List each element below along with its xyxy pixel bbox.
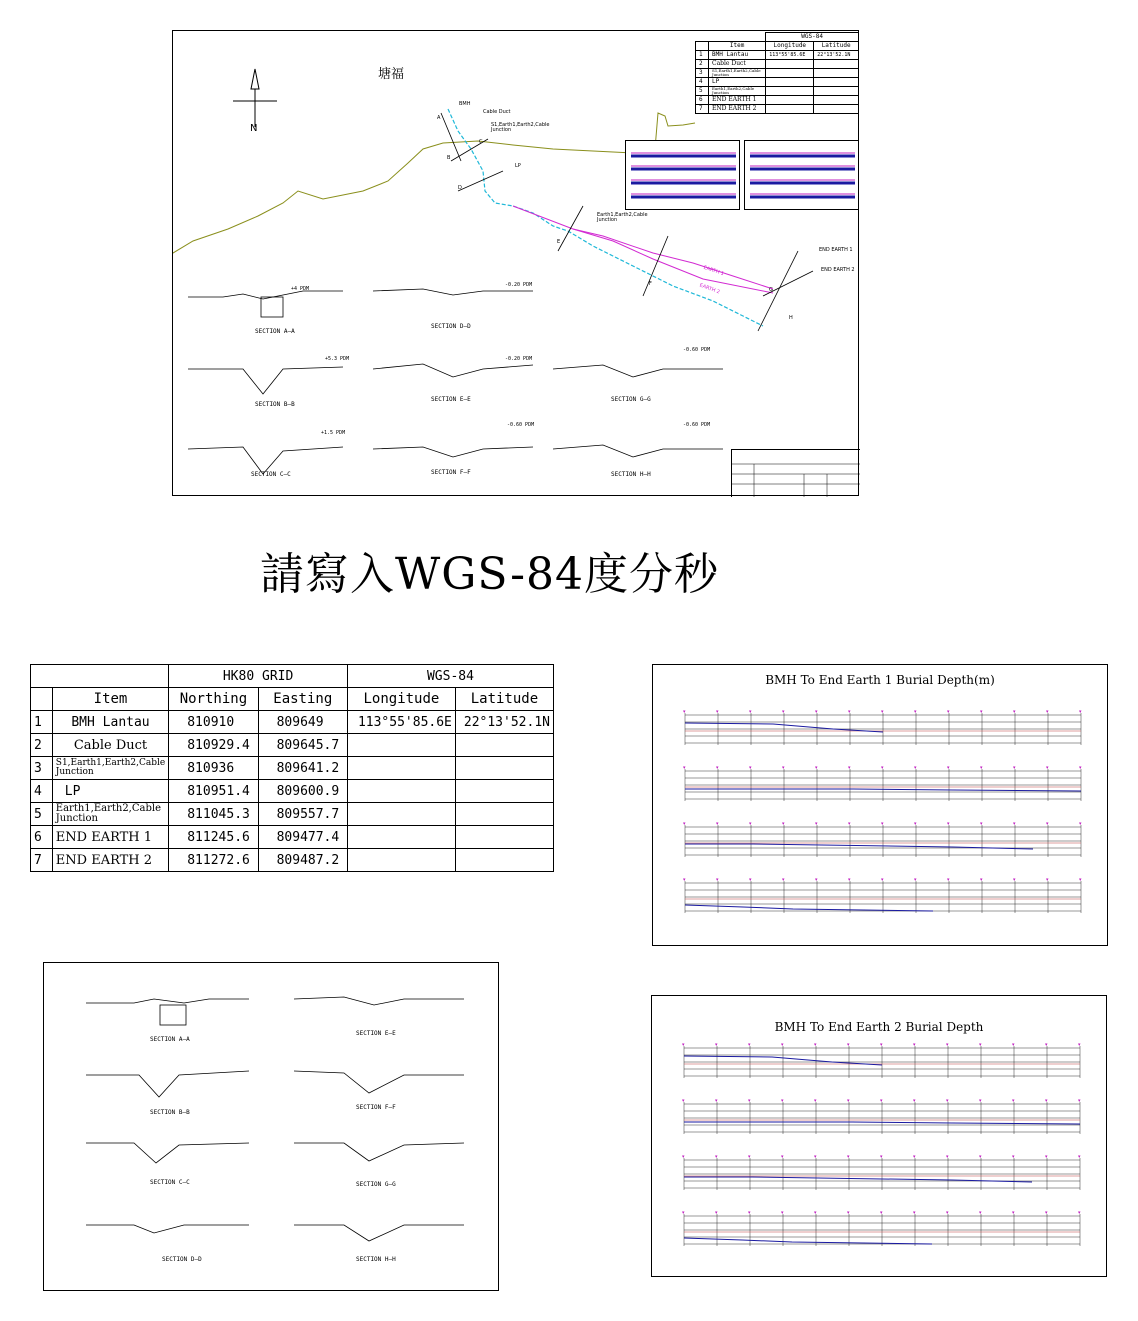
map-wgs-item: Cable Duct xyxy=(709,60,766,69)
svg-text:▾: ▾ xyxy=(782,709,785,715)
profile-strip xyxy=(683,765,1082,801)
table-cell-item: BMH Lantau xyxy=(52,711,168,734)
table-cell-northing: 810951.4 xyxy=(169,780,258,803)
svg-text:▾: ▾ xyxy=(815,821,818,827)
svg-text:▾: ▾ xyxy=(946,1042,949,1048)
svg-text:▾: ▾ xyxy=(716,821,719,827)
map-sections-graphic xyxy=(183,269,723,499)
svg-text:▾: ▾ xyxy=(1046,765,1049,771)
table-row xyxy=(31,711,554,734)
svg-text:▾: ▾ xyxy=(947,765,950,771)
table-cell-longitude: 113°55'85.6E xyxy=(347,711,455,734)
map-section-label: SECTION H—H xyxy=(611,471,651,478)
table-cell-latitude xyxy=(455,826,553,849)
map-wgs-item: END EARTH 2 xyxy=(709,105,766,114)
route-label-lp: LP xyxy=(515,163,521,169)
sections-sheet-graphic xyxy=(44,963,498,1290)
map-wgs-no: 7 xyxy=(696,105,709,114)
map-wgs-lon xyxy=(766,69,814,78)
svg-text:▾: ▾ xyxy=(946,1210,949,1216)
svg-text:▾: ▾ xyxy=(749,877,752,883)
svg-text:▾: ▾ xyxy=(1013,821,1016,827)
north-label: N xyxy=(250,123,258,134)
profile-strip xyxy=(682,1154,1081,1190)
svg-text:▾: ▾ xyxy=(682,1042,685,1048)
svg-text:▾: ▾ xyxy=(748,1210,751,1216)
map-wgs-item: Earth1,Earth2,Cable Junction xyxy=(709,87,766,96)
svg-text:▾: ▾ xyxy=(913,1154,916,1160)
svg-text:▾: ▾ xyxy=(947,709,950,715)
table-cell-latitude xyxy=(455,734,553,757)
burial-chart-1-strips xyxy=(653,695,1109,945)
table-cell-no: 4 xyxy=(31,780,53,803)
table-cell-no: 6 xyxy=(31,826,53,849)
table-cell-no: 5 xyxy=(31,803,53,826)
svg-text:▾: ▾ xyxy=(980,877,983,883)
table-cell-longitude xyxy=(347,734,455,757)
svg-text:▾: ▾ xyxy=(1046,709,1049,715)
table-cell-easting: 809557.7 xyxy=(258,803,347,826)
svg-text:▾: ▾ xyxy=(748,1042,751,1048)
table-cell-latitude: 22°13'52.1N xyxy=(455,711,553,734)
map-wgs-lat xyxy=(814,105,859,114)
table-cell-latitude xyxy=(455,803,553,826)
table-cell-longitude xyxy=(347,803,455,826)
svg-text:▾: ▾ xyxy=(947,821,950,827)
table-row xyxy=(31,757,554,780)
svg-text:▾: ▾ xyxy=(782,765,785,771)
coordinates-table xyxy=(30,664,554,872)
svg-text:▾: ▾ xyxy=(782,877,785,883)
map-wgs-no: 5 xyxy=(696,87,709,96)
svg-text:▾: ▾ xyxy=(848,765,851,771)
svg-text:▾: ▾ xyxy=(814,1154,817,1160)
place-name: 塘福 xyxy=(378,67,405,82)
svg-text:▾: ▾ xyxy=(716,709,719,715)
map-section-note: +4 PDM xyxy=(291,286,310,292)
sheet-section-label: SECTION E—E xyxy=(356,1030,396,1037)
table-cell-item: END EARTH 2 xyxy=(52,849,168,872)
table-cell-no: 1 xyxy=(31,711,53,734)
page-heading: 請寫入WGS-84度分秒 xyxy=(260,549,719,600)
svg-text:▾: ▾ xyxy=(814,1098,817,1104)
section-marker-b: B xyxy=(447,155,451,161)
map-wgs-lat xyxy=(814,78,859,87)
table-cell-easting: 809600.9 xyxy=(258,780,347,803)
table-cell-easting: 809649 xyxy=(258,711,347,734)
svg-text:▾: ▾ xyxy=(716,765,719,771)
burial-chart-2-title: BMH To End Earth 2 Burial Depth xyxy=(774,1020,984,1034)
table-cell-longitude xyxy=(347,780,455,803)
svg-text:▾: ▾ xyxy=(683,821,686,827)
table-cell-item: Earth1,Earth2,Cable Junction xyxy=(52,803,168,826)
table-row xyxy=(31,780,554,803)
route-label-cable-duct: Cable Duct xyxy=(483,109,511,115)
burial-chart-2-strips xyxy=(652,1026,1108,1276)
map-wgs-no: 6 xyxy=(696,96,709,105)
svg-text:▾: ▾ xyxy=(1079,877,1082,883)
mini-profile-panel-1 xyxy=(625,140,740,210)
svg-text:▾: ▾ xyxy=(881,877,884,883)
svg-text:▾: ▾ xyxy=(1045,1098,1048,1104)
svg-text:▾: ▾ xyxy=(683,765,686,771)
table-header-item: Item xyxy=(52,688,168,711)
map-wgs-row xyxy=(696,60,859,69)
svg-text:▾: ▾ xyxy=(914,821,917,827)
map-wgs-row xyxy=(696,87,859,96)
table-row xyxy=(31,803,554,826)
svg-text:▾: ▾ xyxy=(814,1210,817,1216)
svg-text:▾: ▾ xyxy=(947,877,950,883)
section-marker-g: G xyxy=(769,287,773,293)
svg-text:▾: ▾ xyxy=(814,1042,817,1048)
map-wgs-table xyxy=(695,32,859,114)
table-cell-northing: 811272.6 xyxy=(169,849,258,872)
table-cell-longitude xyxy=(347,826,455,849)
table-cell-item: END EARTH 1 xyxy=(52,826,168,849)
svg-text:▾: ▾ xyxy=(781,1154,784,1160)
svg-text:▾: ▾ xyxy=(1045,1210,1048,1216)
svg-text:▾: ▾ xyxy=(1079,765,1082,771)
profile-strip xyxy=(682,1042,1081,1078)
map-section-note: -0.60 PDM xyxy=(683,347,711,353)
svg-text:▾: ▾ xyxy=(815,765,818,771)
map-section-label: SECTION F—F xyxy=(431,469,471,476)
svg-text:▾: ▾ xyxy=(847,1154,850,1160)
svg-text:▾: ▾ xyxy=(848,877,851,883)
svg-text:▾: ▾ xyxy=(748,1154,751,1160)
profile-strip xyxy=(683,821,1082,857)
svg-text:▾: ▾ xyxy=(913,1210,916,1216)
map-section-label: SECTION C—C xyxy=(251,471,291,478)
svg-text:▾: ▾ xyxy=(1013,765,1016,771)
svg-text:▾: ▾ xyxy=(881,765,884,771)
map-section-note: -0.60 PDM xyxy=(507,422,535,428)
profile-strip xyxy=(683,877,1082,913)
table-cell-northing: 810929.4 xyxy=(169,734,258,757)
map-section-label: SECTION B—B xyxy=(255,401,295,408)
map-wgs-item: BMH Lantau xyxy=(709,51,766,60)
title-block xyxy=(731,449,860,497)
burial-depth-chart-2 xyxy=(651,995,1107,1277)
svg-text:▾: ▾ xyxy=(848,821,851,827)
section-marker-e: E xyxy=(557,239,561,245)
svg-text:▾: ▾ xyxy=(880,1154,883,1160)
sheet-section-label: SECTION B—B xyxy=(150,1109,190,1116)
svg-text:▾: ▾ xyxy=(979,1098,982,1104)
map-section-note: +5.3 PDM xyxy=(325,356,350,362)
table-header-northing: Northing xyxy=(169,688,258,711)
map-wgs-lat xyxy=(814,96,859,105)
svg-text:▾: ▾ xyxy=(1046,877,1049,883)
section-marker-h: H xyxy=(789,315,793,321)
map-section-note: +1.5 PDM xyxy=(321,430,346,436)
svg-text:▾: ▾ xyxy=(683,877,686,883)
svg-text:▾: ▾ xyxy=(782,821,785,827)
map-wgs-item: S1,Earth1,Earth2,Cable Junction xyxy=(709,69,766,78)
map-wgs-lat xyxy=(814,60,859,69)
map-section-label: SECTION E—E xyxy=(431,396,471,403)
table-header-easting: Easting xyxy=(258,688,347,711)
svg-text:▾: ▾ xyxy=(715,1210,718,1216)
table-cell-northing: 811045.3 xyxy=(169,803,258,826)
map-section-note: -0.20 PDM xyxy=(505,282,533,288)
map-wgs-item: END EARTH 1 xyxy=(709,96,766,105)
svg-text:▾: ▾ xyxy=(913,1098,916,1104)
map-section-label: SECTION D—D xyxy=(431,323,471,330)
map-wgs-row xyxy=(696,78,859,87)
map-wgs-lon: 113°55'85.6E xyxy=(766,51,814,60)
table-cell-latitude xyxy=(455,780,553,803)
section-marker-c: C xyxy=(479,139,483,145)
svg-text:▾: ▾ xyxy=(1012,1098,1015,1104)
section-marker-f: F xyxy=(649,281,652,287)
table-cell-latitude xyxy=(455,849,553,872)
map-wgs-title: WGS-84 xyxy=(766,33,859,42)
sheet-section-label: SECTION A—A xyxy=(150,1036,190,1043)
svg-text:▾: ▾ xyxy=(1078,1154,1081,1160)
table-cell-item: Cable Duct xyxy=(52,734,168,757)
route-label-earth1: EARTH 1 xyxy=(702,264,725,278)
mini-profile-graphic xyxy=(626,141,739,209)
svg-text:▾: ▾ xyxy=(715,1098,718,1104)
map-wgs-lon xyxy=(766,60,814,69)
table-cell-northing: 811245.6 xyxy=(169,826,258,849)
table-cell-latitude xyxy=(455,757,553,780)
svg-text:▾: ▾ xyxy=(980,821,983,827)
svg-text:▾: ▾ xyxy=(749,765,752,771)
map-wgs-lon xyxy=(766,78,814,87)
svg-text:▾: ▾ xyxy=(1012,1042,1015,1048)
profile-strip xyxy=(683,709,1082,745)
table-cell-easting: 809477.4 xyxy=(258,826,347,849)
svg-text:▾: ▾ xyxy=(1045,1042,1048,1048)
map-wgs-no: 1 xyxy=(696,51,709,60)
route-label-junction1: S1,Earth1,Earth2,Cable Junction xyxy=(491,122,550,133)
svg-text:▾: ▾ xyxy=(748,1098,751,1104)
svg-text:▾: ▾ xyxy=(847,1042,850,1048)
table-cell-easting: 809487.2 xyxy=(258,849,347,872)
map-wgs-lon xyxy=(766,87,814,96)
table-row xyxy=(31,734,554,757)
map-section-label: SECTION G—G xyxy=(611,396,651,403)
map-section-label: SECTION A—A xyxy=(255,328,295,335)
svg-text:▾: ▾ xyxy=(1078,1098,1081,1104)
coastline xyxy=(173,113,695,259)
table-cell-easting: 809645.7 xyxy=(258,734,347,757)
table-header-latitude: Latitude xyxy=(455,688,553,711)
svg-text:▾: ▾ xyxy=(1078,1210,1081,1216)
map-wgs-lat xyxy=(814,69,859,78)
sheet-section-label: SECTION H—H xyxy=(356,1256,396,1263)
map-section-note: -0.60 PDM xyxy=(683,422,711,428)
svg-text:▾: ▾ xyxy=(1013,877,1016,883)
sheet-section-label: SECTION D—D xyxy=(162,1256,202,1263)
table-cell-northing: 810936 xyxy=(169,757,258,780)
svg-text:▾: ▾ xyxy=(980,709,983,715)
svg-text:▾: ▾ xyxy=(781,1098,784,1104)
table-cell-no: 7 xyxy=(31,849,53,872)
map-wgs-lon xyxy=(766,105,814,114)
table-group-header-hk80: HK80 GRID xyxy=(169,665,348,688)
mini-profile-panel-2 xyxy=(744,140,859,210)
map-sheet xyxy=(172,30,859,496)
table-cell-item: LP xyxy=(52,780,168,803)
map-wgs-item: LP xyxy=(709,78,766,87)
profile-strip xyxy=(682,1210,1081,1246)
svg-text:▾: ▾ xyxy=(1079,821,1082,827)
svg-text:▾: ▾ xyxy=(979,1154,982,1160)
svg-text:▾: ▾ xyxy=(815,877,818,883)
svg-text:▾: ▾ xyxy=(682,1154,685,1160)
svg-text:▾: ▾ xyxy=(880,1210,883,1216)
svg-text:▾: ▾ xyxy=(1079,709,1082,715)
table-cell-longitude xyxy=(347,757,455,780)
svg-text:▾: ▾ xyxy=(1046,821,1049,827)
table-row xyxy=(31,849,554,872)
sheet-section-label: SECTION F—F xyxy=(356,1104,396,1111)
map-wgs-row xyxy=(696,105,859,114)
route-label-junction2: Earth1,Earth2,Cable Junction xyxy=(597,212,648,223)
svg-text:▾: ▾ xyxy=(815,709,818,715)
sections-sheet xyxy=(43,962,499,1291)
svg-text:▾: ▾ xyxy=(749,821,752,827)
svg-text:▾: ▾ xyxy=(716,877,719,883)
map-wgs-lat xyxy=(814,87,859,96)
svg-text:▾: ▾ xyxy=(880,1042,883,1048)
svg-text:▾: ▾ xyxy=(946,1154,949,1160)
table-cell-item: S1,Earth1,Earth2,Cable Junction xyxy=(52,757,168,780)
svg-text:▾: ▾ xyxy=(946,1098,949,1104)
burial-chart-1-title: BMH To End Earth 1 Burial Depth(m) xyxy=(765,673,995,687)
sheet-section-label: SECTION C—C xyxy=(150,1179,190,1186)
section-marker-a: A xyxy=(437,115,441,121)
svg-text:▾: ▾ xyxy=(847,1210,850,1216)
svg-text:▾: ▾ xyxy=(1078,1042,1081,1048)
table-cell-longitude xyxy=(347,849,455,872)
svg-text:▾: ▾ xyxy=(715,1154,718,1160)
table-group-header-wgs: WGS-84 xyxy=(347,665,553,688)
map-wgs-row xyxy=(696,69,859,78)
map-wgs-lat: 22°13'52.1N xyxy=(814,51,859,60)
svg-text:▾: ▾ xyxy=(914,765,917,771)
map-wgs-no: 3 xyxy=(696,69,709,78)
map-wgs-lon xyxy=(766,96,814,105)
svg-text:▾: ▾ xyxy=(715,1042,718,1048)
svg-text:▾: ▾ xyxy=(881,821,884,827)
svg-text:▾: ▾ xyxy=(781,1210,784,1216)
map-wgs-row xyxy=(696,96,859,105)
svg-text:▾: ▾ xyxy=(848,709,851,715)
map-wgs-header-lat: Latitude xyxy=(814,42,859,51)
svg-text:▾: ▾ xyxy=(914,877,917,883)
svg-text:▾: ▾ xyxy=(1012,1210,1015,1216)
map-wgs-no: 4 xyxy=(696,78,709,87)
burial-depth-chart-1 xyxy=(652,664,1108,946)
sheet-section-label: SECTION G—G xyxy=(356,1181,396,1188)
table-cell-no: 2 xyxy=(31,734,53,757)
route-label-bmh: BMH xyxy=(459,101,471,107)
svg-text:▾: ▾ xyxy=(1045,1154,1048,1160)
map-wgs-header-item: Item xyxy=(709,42,766,51)
svg-text:▾: ▾ xyxy=(913,1042,916,1048)
route-label-end2: END EARTH 2 xyxy=(821,267,855,273)
table-row xyxy=(31,826,554,849)
svg-text:▾: ▾ xyxy=(847,1098,850,1104)
svg-text:▾: ▾ xyxy=(781,1042,784,1048)
route-label-end1: END EARTH 1 xyxy=(819,247,853,253)
svg-text:▾: ▾ xyxy=(979,1210,982,1216)
profile-strip xyxy=(682,1098,1081,1134)
svg-text:▾: ▾ xyxy=(914,709,917,715)
table-cell-no: 3 xyxy=(31,757,53,780)
svg-text:▾: ▾ xyxy=(682,1210,685,1216)
svg-text:▾: ▾ xyxy=(1012,1154,1015,1160)
svg-text:▾: ▾ xyxy=(980,765,983,771)
mini-profile-graphic xyxy=(745,141,858,209)
map-wgs-header-lon: Longitude xyxy=(766,42,814,51)
table-header-longitude: Longitude xyxy=(347,688,455,711)
title-block-grid xyxy=(732,450,860,497)
route-label-earth2: EARTH 2 xyxy=(698,282,721,296)
svg-text:▾: ▾ xyxy=(881,709,884,715)
table-cell-northing: 810910 xyxy=(169,711,258,734)
svg-text:▾: ▾ xyxy=(979,1042,982,1048)
svg-text:▾: ▾ xyxy=(880,1098,883,1104)
table-cell-easting: 809641.2 xyxy=(258,757,347,780)
map-wgs-row xyxy=(696,51,859,60)
svg-text:▾: ▾ xyxy=(682,1098,685,1104)
svg-text:▾: ▾ xyxy=(1013,709,1016,715)
section-marker-d: D xyxy=(458,185,462,191)
svg-text:▾: ▾ xyxy=(749,709,752,715)
map-section-note: -0.20 PDM xyxy=(505,356,533,362)
map-wgs-no: 2 xyxy=(696,60,709,69)
svg-text:▾: ▾ xyxy=(683,709,686,715)
